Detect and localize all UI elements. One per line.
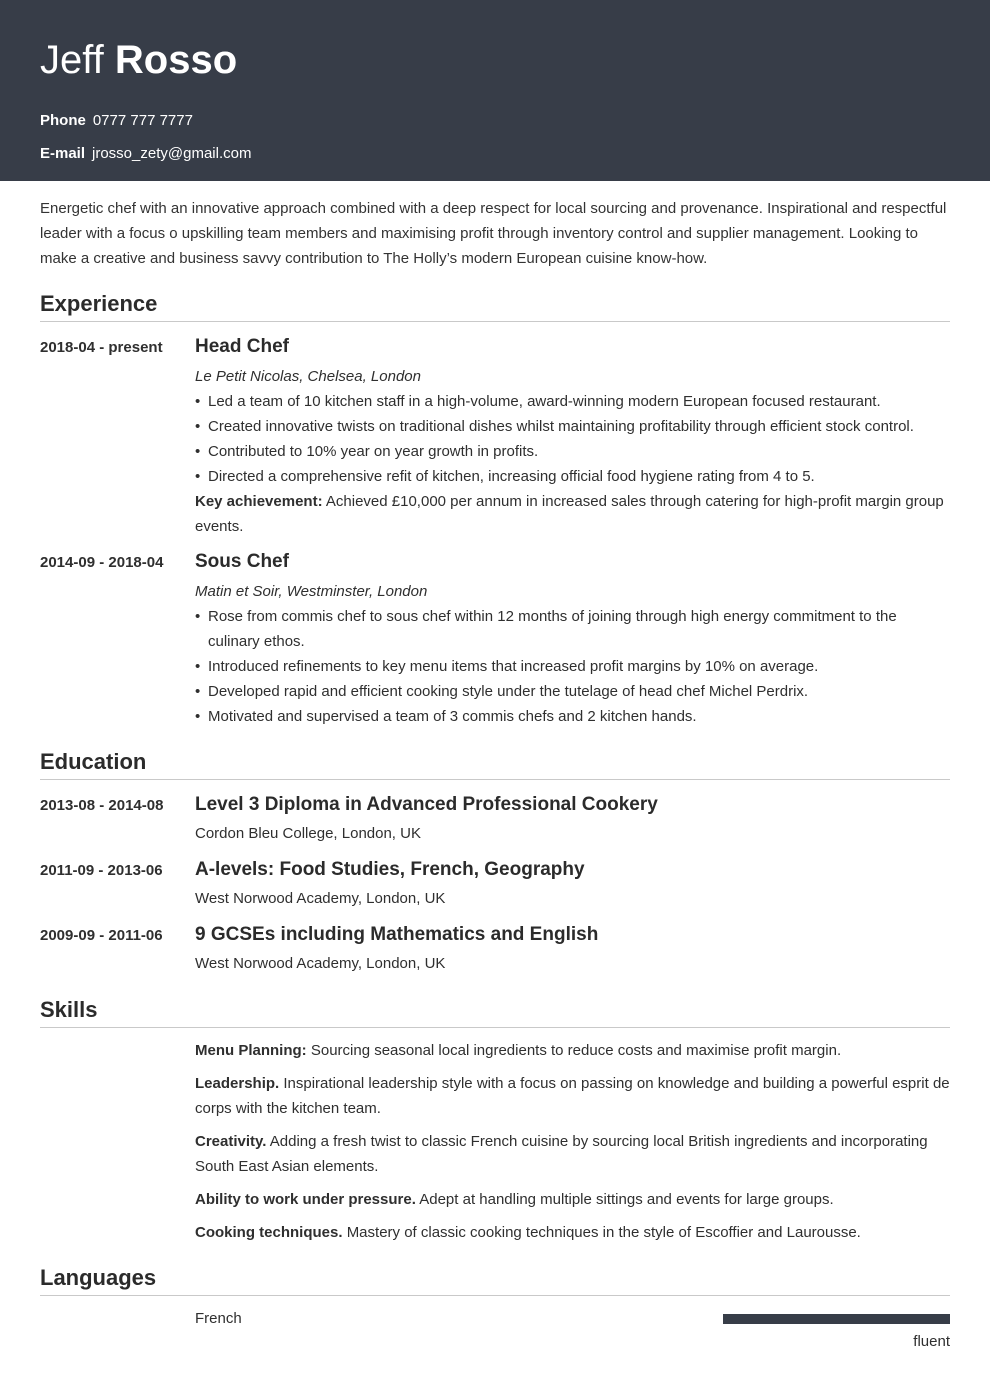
email-value[interactable]: jrosso_zety@gmail.com — [92, 145, 252, 162]
skill-item — [195, 1129, 950, 1179]
key-achievement — [195, 489, 950, 539]
experience-heading: Experience — [40, 290, 950, 322]
key-achievement-label: Key achievement: — [195, 493, 323, 510]
job-entry — [195, 549, 950, 729]
job-bullet: • Introduced refinements to key menu items that increased profit margins by 10% on average. — [195, 654, 950, 679]
skill-name: Cooking techniques. — [195, 1224, 343, 1241]
skill-item — [195, 1038, 950, 1063]
phone-value: 0777 777 7777 — [92, 112, 193, 129]
job-company: Matin et Soir, Westminster, London — [195, 583, 428, 600]
degree-title: Level 3 Diploma in Advanced Professional Cookery — [195, 794, 658, 815]
language-name: French — [195, 1310, 242, 1327]
education-heading: Education — [40, 748, 950, 780]
job-bullet: • Led a team of 10 kitchen staff in a high-volume, award-winning modern European focused restaurant. — [195, 389, 950, 414]
profile-summary: Energetic chef with an innovative approach combined with a deep respect for local sourcing and provenance. Inspirational and respectful leader with a focus o upskilling team members and maximising profit through inventory control and supplier management. Looking to make a creative and business savvy contribution to The Holly’s modern European cuisine know-how. — [40, 200, 947, 267]
candidate-name — [40, 36, 237, 84]
education-dates: 2011-09 - 2013-06 — [40, 862, 163, 879]
education-entry — [195, 922, 950, 976]
job-bullet: • Rose from commis chef to sous chef within 12 months of joining through high energy commitment to the culinary ethos. — [195, 604, 950, 654]
job-bullet: • Contributed to 10% year on year growth in profits. — [195, 439, 950, 464]
skill-desc: Adept at handling multiple sittings and events for large groups. — [419, 1191, 834, 1208]
language-level: fluent — [913, 1333, 950, 1350]
job-entry — [195, 334, 950, 539]
job-dates: 2014-09 - 2018-04 — [40, 554, 164, 571]
skills-list — [195, 1038, 950, 1253]
skill-desc: Adding a fresh twist to classic French cuisine by sourcing local British ingredients and incorporating South East Asian elements. — [195, 1133, 928, 1175]
job-bullets — [195, 389, 950, 489]
skills-heading: Skills — [40, 996, 950, 1028]
email-label: E-mail — [40, 145, 86, 162]
job-bullet: • Motivated and supervised a team of 3 commis chefs and 2 kitchen hands. — [195, 704, 950, 729]
key-achievement-text: Achieved £10,000 per annum in increased sales through catering for high-profit margin group events. — [195, 493, 944, 535]
school-name: West Norwood Academy, London, UK — [195, 955, 446, 972]
language-level-bar — [723, 1314, 950, 1324]
job-company: Le Petit Nicolas, Chelsea, London — [195, 368, 421, 385]
school-name: West Norwood Academy, London, UK — [195, 890, 446, 907]
skill-desc: Inspirational leadership style with a focus on passing on knowledge and building a powerful esprit de corps with the kitchen team. — [195, 1075, 950, 1117]
skill-name: Leadership. — [195, 1075, 280, 1092]
job-bullets — [195, 604, 950, 729]
skill-name: Ability to work under pressure. — [195, 1191, 416, 1208]
skill-name: Creativity. — [195, 1133, 267, 1150]
phone-label: Phone — [40, 112, 86, 129]
first-name: Jeff — [40, 38, 104, 82]
degree-title: A-levels: Food Studies, French, Geography — [195, 859, 585, 880]
job-bullet: • Directed a comprehensive refit of kitchen, increasing official food hygiene rating from 4 to 5. — [195, 464, 950, 489]
skill-desc: Mastery of classic cooking techniques in the style of Escoffier and Laurousse. — [346, 1224, 861, 1241]
resume-header — [0, 0, 990, 181]
skill-desc: Sourcing seasonal local ingredients to reduce costs and maximise profit margin. — [310, 1042, 842, 1059]
job-title: Head Chef — [195, 336, 289, 357]
job-bullet: • Created innovative twists on traditional dishes whilst maintaining profitability through efficient stock control. — [195, 414, 950, 439]
degree-title: 9 GCSEs including Mathematics and English — [195, 924, 599, 945]
skill-item — [195, 1187, 950, 1212]
job-bullet: • Developed rapid and efficient cooking style under the tutelage of head chef Michel Perdrix. — [195, 679, 950, 704]
education-entry — [195, 857, 950, 911]
school-name: Cordon Bleu College, London, UK — [195, 825, 421, 842]
skill-item — [195, 1220, 950, 1245]
language-level-fill — [723, 1314, 950, 1324]
email-row — [40, 144, 251, 164]
job-dates: 2018-04 - present — [40, 339, 163, 356]
skill-name: Menu Planning: — [195, 1042, 307, 1059]
phone-row — [40, 111, 193, 131]
education-dates: 2009-09 - 2011-06 — [40, 927, 163, 944]
job-title: Sous Chef — [195, 551, 289, 572]
last-name: Rosso — [114, 38, 238, 82]
languages-heading: Languages — [40, 1264, 950, 1296]
education-dates: 2013-08 - 2014-08 — [40, 797, 164, 814]
education-entry — [195, 792, 950, 846]
skill-item — [195, 1071, 950, 1121]
